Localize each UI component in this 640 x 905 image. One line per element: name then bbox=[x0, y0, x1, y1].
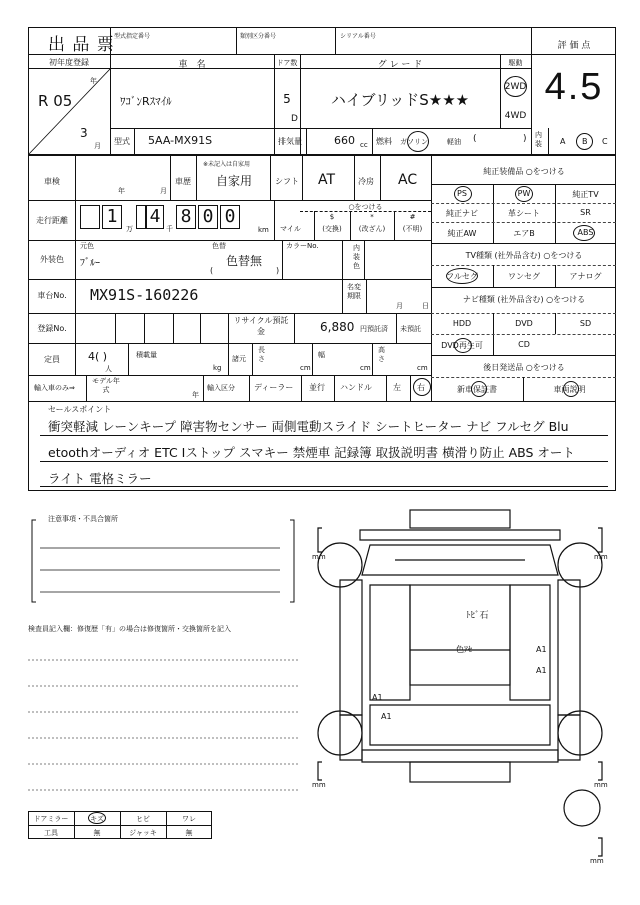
diagram-mm-tr: mm bbox=[594, 553, 608, 561]
parts-break: ワレ bbox=[182, 815, 196, 823]
form-title: 出 品 票 bbox=[48, 35, 115, 55]
navi-title: ナビ種類 (社外品含む) ○をつける bbox=[462, 295, 586, 304]
shift-label: シフト bbox=[275, 177, 299, 186]
model-value: 5AA-MX91S bbox=[148, 134, 213, 147]
interior-label: 内装 bbox=[535, 131, 542, 148]
mileage-digit-1: 1 bbox=[102, 205, 122, 229]
caution-bracket bbox=[28, 512, 298, 607]
sales-line-3: ライト 電格ミラー bbox=[48, 471, 152, 486]
interior-color-label: 内装色 bbox=[353, 244, 360, 270]
mileage-exchange: (交換) bbox=[322, 225, 342, 233]
length-cm: cm bbox=[300, 364, 311, 372]
parts-jack: ジャッキ bbox=[129, 829, 157, 837]
exterior-label: 外装色 bbox=[40, 255, 64, 264]
fuel-gasoline: ガソリン bbox=[400, 138, 428, 146]
mileage-hash: # bbox=[409, 213, 416, 221]
parts-tools: 工具 bbox=[44, 829, 58, 837]
recycle-unit: 円預託済 bbox=[360, 325, 388, 333]
diagram-a1-right-lower: A1 bbox=[536, 666, 547, 675]
diagram-a1-right-upper: A1 bbox=[536, 645, 547, 654]
equip-tv: 純正TV bbox=[572, 190, 599, 199]
import-year-unit: 年 bbox=[192, 391, 199, 399]
import-class-label: 輸入区分 bbox=[207, 384, 235, 392]
diagram-mm-tl: mm bbox=[312, 553, 326, 561]
name-change-day: 日 bbox=[422, 302, 429, 310]
fuel-paren-right: ) bbox=[523, 134, 527, 144]
sales-line-1: 衝突軽減 レーンキープ 障害物センサー 両側電動スライド シートヒーター ナビ フルセグ Blu bbox=[48, 419, 569, 434]
mileage-digit-4: 0 bbox=[198, 205, 218, 229]
later-manual: 車両説明 bbox=[553, 385, 586, 394]
diagram-a1-left-lower: A1 bbox=[381, 712, 392, 721]
recycle-label: リサイクル預託金 bbox=[233, 316, 289, 336]
mileage-digit-3: 8 bbox=[176, 205, 196, 229]
chassis-label: 車台No. bbox=[37, 291, 67, 300]
ac-label: 冷房 bbox=[358, 177, 374, 186]
equip-leather: 革シート bbox=[508, 209, 540, 218]
handle-left: 左 bbox=[393, 383, 401, 392]
mileage-digit-5: 0 bbox=[220, 205, 240, 229]
first-reg-month-unit: 月 bbox=[94, 142, 101, 150]
parts-crack: ヒビ bbox=[136, 815, 150, 823]
inspection-year-unit: 年 bbox=[118, 187, 125, 195]
displacement-label: 排気量 bbox=[278, 137, 302, 146]
parts-tools-value: 無 bbox=[93, 829, 101, 837]
mileage-man: 万 bbox=[126, 225, 133, 233]
handle-right: 右 bbox=[417, 383, 425, 392]
dims-label: 諸元 bbox=[232, 355, 246, 363]
mileage-digit-box-blank-2 bbox=[136, 205, 146, 229]
height-cm: cm bbox=[417, 364, 428, 372]
mileage-km: km bbox=[258, 226, 269, 234]
car-name-value: ﾜｺﾞﾝRｽﾏｲﾙ bbox=[120, 95, 172, 108]
drive-label: 駆動 bbox=[508, 59, 523, 67]
history-label: 車歴 bbox=[175, 177, 191, 186]
parts-scratch-circle bbox=[88, 812, 106, 824]
interior-b-circle bbox=[576, 133, 593, 150]
load-label: 積載量 bbox=[136, 351, 157, 359]
later-warranty-circle bbox=[471, 381, 487, 397]
door-type: D bbox=[291, 114, 298, 124]
equip-sr: SR bbox=[580, 208, 591, 217]
height-label: 高さ bbox=[378, 346, 385, 363]
navi-hdd: HDD bbox=[452, 319, 472, 328]
import-parallel: 並行 bbox=[309, 383, 325, 392]
car-diagram bbox=[300, 500, 620, 870]
tv-fullseg: フルセグ bbox=[446, 272, 478, 281]
handle-label: ハンドル bbox=[340, 383, 372, 392]
grade-label: グ レ ー ド bbox=[377, 60, 423, 70]
diagram-a1-left-upper: A1 bbox=[372, 693, 383, 702]
load-kg: kg bbox=[213, 364, 222, 372]
handle-right-circle bbox=[413, 378, 431, 396]
capacity-label: 定員 bbox=[44, 355, 60, 364]
later-title: 後日発送品 ○をつける bbox=[483, 363, 565, 372]
doors-value: 5 bbox=[283, 92, 291, 106]
equip-pw-circle bbox=[515, 186, 533, 202]
rating-label: 評 価 点 bbox=[557, 41, 591, 51]
drive-2wd: 2WD bbox=[504, 82, 527, 92]
parts-jack-value: 無 bbox=[185, 829, 193, 837]
sales-label: セールスポイント bbox=[48, 405, 112, 414]
type-no-label: 型式指定番号 bbox=[114, 33, 151, 40]
diagram-chip: ﾄﾋﾞ石 bbox=[466, 611, 489, 621]
equip-pw: PW bbox=[517, 189, 531, 198]
recycle-value: 6,880 bbox=[320, 320, 355, 334]
width-label: 幅 bbox=[318, 351, 325, 359]
shift-value: AT bbox=[318, 172, 336, 188]
tv-oneseg: ワンセグ bbox=[508, 272, 540, 281]
name-change-month: 月 bbox=[396, 302, 403, 310]
mileage-star: * bbox=[370, 213, 374, 221]
mileage-digit-2: 4 bbox=[146, 205, 164, 229]
inspection-month-unit: 月 bbox=[160, 187, 167, 195]
equip-abs-circle bbox=[573, 225, 595, 241]
equip-abs: ABS bbox=[577, 228, 594, 237]
first-reg-year-unit: 年 bbox=[90, 77, 97, 85]
fuel-gasoline-circle bbox=[407, 131, 429, 152]
fuel-paren-left: ( bbox=[473, 134, 477, 144]
mileage-circle-note: ○をつける bbox=[348, 203, 383, 211]
interior-b: B bbox=[582, 137, 588, 146]
import-label: 輸入車のみ⇒ bbox=[34, 384, 75, 392]
fuel-diesel: 軽油 bbox=[447, 138, 461, 146]
diagram-mm-bl: mm bbox=[312, 781, 326, 789]
fuel-label: 燃料 bbox=[376, 137, 392, 146]
mileage-digit-box-blank bbox=[80, 205, 100, 229]
mileage-mile: マイル bbox=[280, 225, 301, 233]
car-name-label: 車 名 bbox=[178, 60, 206, 70]
later-warranty: 新車保証書 bbox=[457, 385, 497, 394]
inspection-label: 車検 bbox=[44, 177, 60, 186]
caution-label: 注意事項・不具合箇所 bbox=[48, 515, 118, 523]
exterior-repaint-value: 色替無 bbox=[226, 254, 263, 268]
later-manual-circle bbox=[563, 381, 579, 397]
mileage-unknown: (不明) bbox=[402, 225, 423, 233]
navi-sd: SD bbox=[579, 319, 592, 328]
navi-dvd: DVD bbox=[515, 319, 533, 328]
recycle-none: 未預託 bbox=[400, 325, 421, 333]
diagram-mm-spare: mm bbox=[590, 857, 604, 865]
model-label: 型式 bbox=[114, 137, 130, 146]
name-change-label: 名変期限 bbox=[347, 283, 361, 300]
exterior-original-label: 元色 bbox=[80, 242, 94, 250]
history-value: 自家用 bbox=[216, 174, 253, 188]
rating-value: 4.5 bbox=[544, 66, 604, 108]
parts-scratch: キズ bbox=[90, 815, 104, 823]
doors-label: ドア数 bbox=[276, 59, 298, 67]
exterior-paren-left: ( bbox=[210, 266, 214, 275]
first-reg-era: R 05 bbox=[38, 92, 73, 110]
class-no-label: 類別区分番号 bbox=[240, 33, 277, 40]
mileage-sen: 千 bbox=[166, 225, 173, 233]
mileage-dollar: $ bbox=[329, 213, 335, 221]
equipment-title: 純正装備品 ○をつける bbox=[483, 167, 565, 176]
displacement-value: 660 bbox=[334, 134, 355, 147]
serial-label: シリアル番号 bbox=[340, 33, 376, 40]
equip-ps: PS bbox=[457, 189, 467, 198]
inspector-label: 検査員記入欄：修復歴「有」の場合は修復箇所・交換箇所を記入 bbox=[28, 625, 231, 633]
tv-analog: アナログ bbox=[569, 272, 602, 281]
history-note: ※未記入は自家用 bbox=[203, 161, 251, 168]
sales-line-2: etoothオーディオ ETC Iストップ スマキー 禁煙車 記録簿 取扱説明書 横滑り防止 ABS オート bbox=[48, 445, 575, 460]
width-cm: cm bbox=[360, 364, 371, 372]
inspector-lines bbox=[28, 640, 300, 800]
mileage-altered: (改ざん) bbox=[358, 225, 386, 233]
equip-airbag: エアB bbox=[513, 229, 535, 238]
chassis-value: MX91S-160226 bbox=[90, 286, 199, 304]
diagram-color-diff: 色ｱｾ bbox=[456, 645, 472, 654]
capacity-value: 4( ) bbox=[88, 350, 108, 363]
exterior-original-value: ﾌﾞﾙｰ bbox=[80, 258, 100, 269]
equip-ps-circle bbox=[454, 186, 472, 202]
import-dealer: ディーラー bbox=[254, 383, 294, 392]
equip-navi: 純正ナビ bbox=[446, 209, 478, 218]
diagram-mm-br: mm bbox=[594, 781, 608, 789]
navi-cd: CD bbox=[518, 340, 530, 349]
displacement-unit: cc bbox=[360, 141, 368, 149]
drive-2wd-circle bbox=[504, 76, 527, 97]
mileage-label: 走行距離 bbox=[36, 216, 68, 225]
navi-dvd-play-circle bbox=[454, 338, 472, 353]
interior-a: A bbox=[560, 137, 566, 146]
grade-value: ハイブリッドS★★★ bbox=[330, 91, 470, 109]
tv-title: TV種類 (社外品含む) ○をつける bbox=[465, 251, 583, 260]
registration-label: 登録No. bbox=[37, 324, 67, 333]
drive-4wd: 4WD bbox=[504, 111, 527, 121]
tv-fullseg-circle bbox=[446, 268, 478, 284]
parts-mirror: ドアミラー bbox=[33, 815, 69, 823]
interior-c: C bbox=[602, 137, 608, 146]
model-year-label: モデル年式 bbox=[92, 377, 120, 394]
exterior-repaint-label: 色替 bbox=[212, 242, 226, 250]
color-no-label: カラーNo. bbox=[286, 242, 319, 250]
first-reg-month: 3 bbox=[80, 126, 88, 140]
equip-aw: 純正AW bbox=[447, 229, 477, 238]
exterior-paren-right: ) bbox=[276, 266, 280, 275]
navi-dvd-play: DVD再生可 bbox=[441, 341, 483, 350]
length-label: 長さ bbox=[258, 346, 265, 363]
first-reg-label: 初年度登録 bbox=[49, 58, 89, 67]
ac-value: AC bbox=[398, 172, 418, 188]
capacity-unit: 人 bbox=[105, 365, 112, 373]
